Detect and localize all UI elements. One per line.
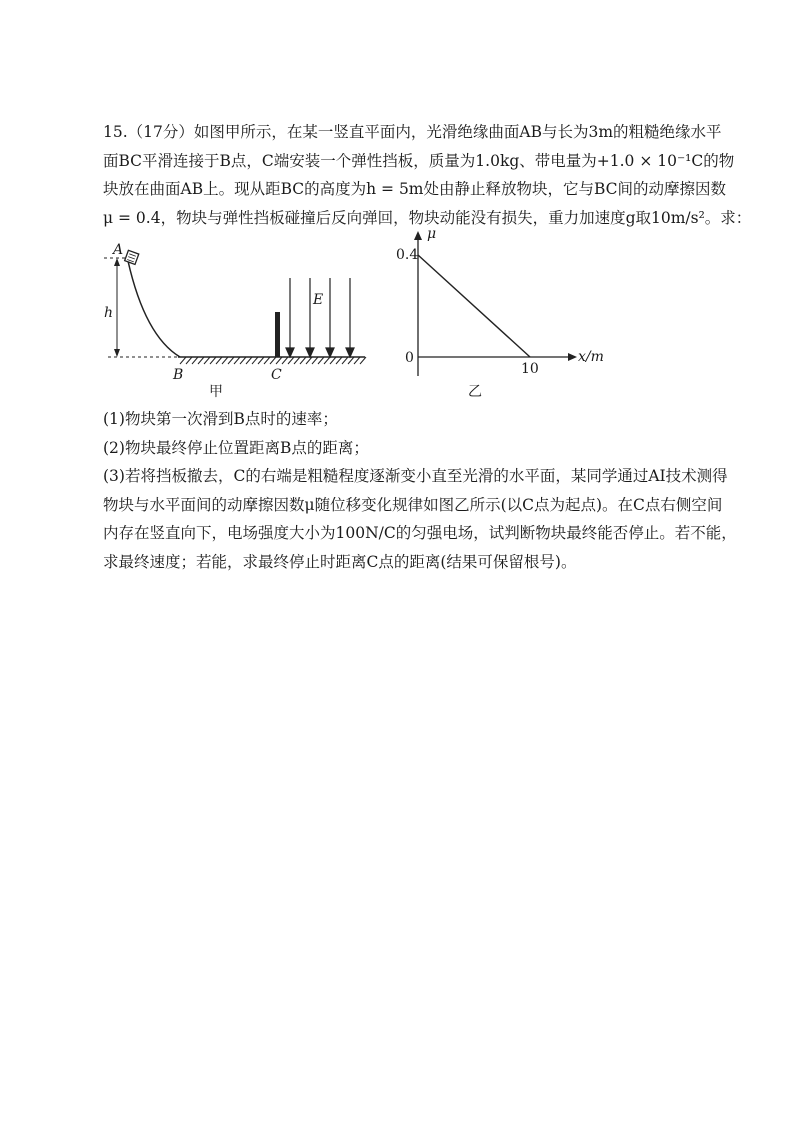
question-line: 内存在竖直向下，电场强度大小为100N/C的匀强电场，试判断物块最终能否停止。若不能， [103, 524, 737, 542]
point-c-label: C [271, 367, 282, 383]
problem-line: 面BC平滑连接于B点，C端安装一个弹性挡板，质量为1.0kg、带电量为+1.0 × 10⁻¹C的物 [103, 151, 735, 170]
question-line: (3)若将挡板撤去，C的右端是粗糙程度逐渐变小直至光滑的水平面，某同学通过AI技术测得 [103, 467, 728, 485]
y-axis-arrow [414, 231, 422, 240]
question-line: 求最终速度；若能，求最终停止时距离C点的距离(结果可保留根号)。 [103, 552, 577, 571]
origin-label: 0 [405, 350, 414, 366]
problem-line: 块放在曲面AB上。现从距BC的高度为h = 5m处由静止释放物块，它与BC间的动摩擦因数 [103, 180, 727, 198]
x-axis-arrow [568, 353, 577, 361]
block [125, 250, 139, 264]
mu-line [418, 255, 530, 357]
question-line: (1)物块第一次滑到B点时的速率； [103, 410, 338, 428]
figures [100, 226, 620, 406]
figure-jia [104, 242, 366, 400]
figures-svg [100, 226, 620, 406]
question-line: (2)物块最终停止位置距离B点的距离； [103, 438, 369, 457]
caption-jia: 甲 [209, 384, 223, 400]
x-tick-label: 10 [521, 361, 539, 377]
question-line: 物块与水平面间的动摩擦因数μ随位移变化规律如图乙所示(以C点为起点)。在C点右侧空间 [103, 495, 723, 514]
figure-yi [396, 226, 604, 400]
height-arrow-head-top [114, 258, 120, 266]
problem-line: μ = 0.4，物块与弹性挡板碰撞后反向弹回，物块动能没有损失，重力加速度g取10m/s²。求： [103, 208, 752, 227]
point-a-label: A [113, 242, 124, 258]
height-arrow-head-bottom [114, 349, 120, 357]
curve-ab [128, 261, 180, 357]
point-b-label: B [173, 367, 184, 383]
field-label: E [313, 292, 324, 308]
ground-hatching [180, 357, 366, 364]
electric-field-arrows [286, 278, 354, 357]
y-tick-label: 0.4 [396, 247, 419, 263]
x-axis-label: x/m [578, 349, 604, 365]
height-label: h [104, 305, 114, 321]
problem-line: 15.（17分）如图甲所示，在某一竖直平面内，光滑绝缘曲面AB与长为3m的粗糙绝缘水平 [103, 123, 722, 141]
elastic-barrier [275, 312, 280, 357]
caption-yi: 乙 [468, 384, 482, 400]
y-axis-label: μ [427, 226, 437, 242]
problem-statement [103, 118, 752, 232]
questions [103, 405, 737, 576]
